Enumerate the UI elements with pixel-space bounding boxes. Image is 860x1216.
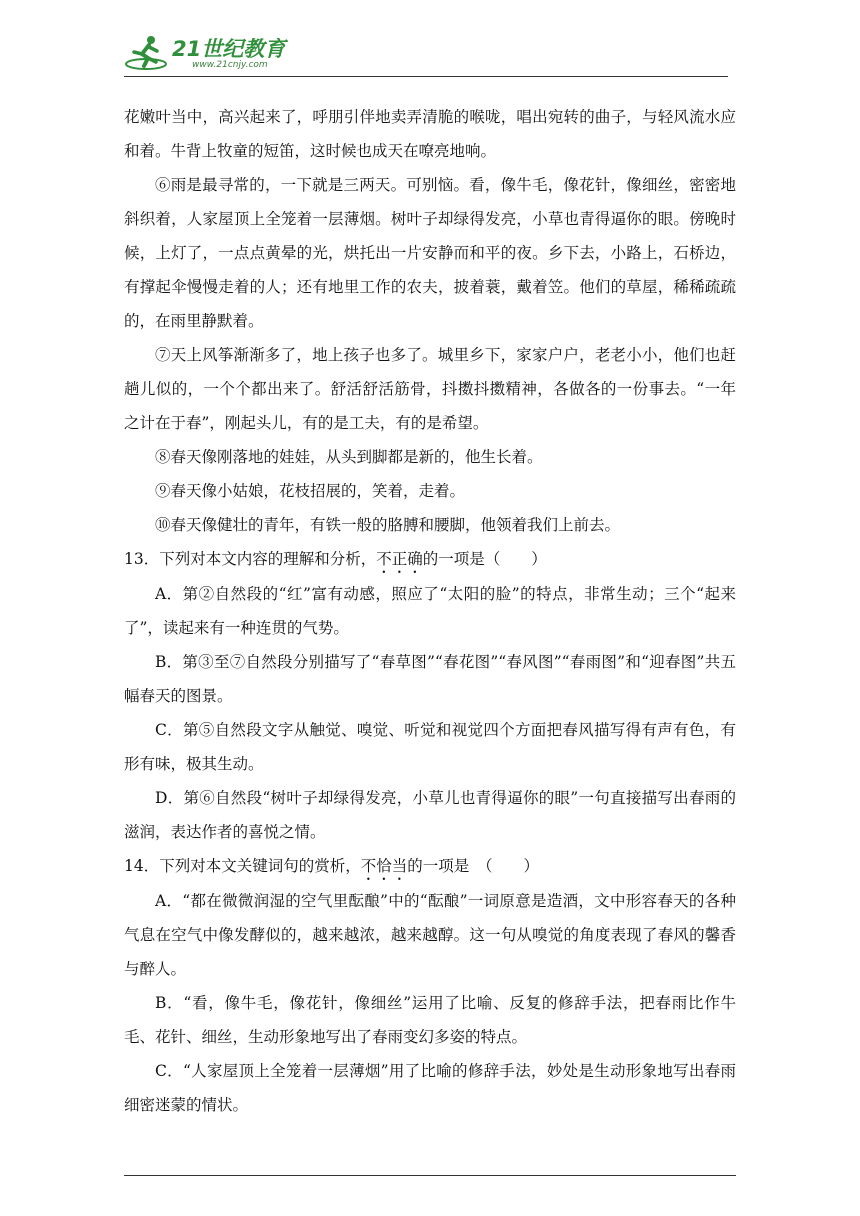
paragraph: ⑧春天像刚落地的娃娃，从头到脚都是新的，他生长着。: [155, 448, 543, 466]
logo-text: 21世纪教育: [172, 37, 286, 61]
logo-url: www.21cnjy.com: [192, 60, 268, 70]
question-stem-tail: 的一项是（ ）: [422, 550, 547, 568]
page-header: [124, 34, 728, 78]
footer-divider: [124, 1175, 736, 1176]
paragraph: ⑦天上风筝渐渐多了，地上孩子也多了。城里乡下，家家户户，老老小小，他们也赶趟儿似的，一个个都出来了。舒活舒活筋骨，抖擞抖擞精神，各做各的一份事去。“一年之计在于春”，刚起头儿，有的是工夫，有的是希望。: [124, 346, 736, 432]
header-divider: [124, 76, 728, 77]
question-stem-text: 14．下列对本文关键词句的赏析，: [124, 857, 361, 875]
question-emphasis: 不恰当: [360, 857, 408, 875]
question-stem: [124, 542, 736, 577]
paragraph: ⑩春天像健壮的青年，有铁一般的胳膊和腰脚，他领着我们上前去。: [155, 516, 621, 534]
runner-logo-icon: [124, 34, 168, 74]
answer-option: B．“看，像牛毛，像花针，像细丝”运用了比喻、反复的修辞手法，把春雨比作牛毛、花针、细丝，生动形象地写出了春雨变幻多姿的特点。: [124, 994, 736, 1046]
logo: [124, 34, 285, 74]
question-emphasis: 不正确: [376, 550, 423, 568]
question-stem-tail: 的一项是 （ ）: [407, 857, 540, 875]
paragraph: ⑨春天像小姑娘，花枝招展的，笑着，走着。: [155, 482, 466, 500]
answer-option: D．第⑥自然段“树叶子却绿得发亮，小草儿也青得逼你的眼”一句直接描写出春雨的滋润，表达作者的喜悦之情。: [124, 789, 736, 841]
question-stem: [124, 849, 736, 884]
document-body: [124, 100, 736, 1122]
answer-option: C．第⑤自然段文字从触觉、嗅觉、听觉和视觉四个方面把春风描写得有声有色，有形有味，极其生动。: [124, 721, 736, 773]
answer-option: C．“人家屋顶上全笼着一层薄烟”用了比喻的修辞手法，妙处是生动形象地写出春雨细密迷蒙的情状。: [124, 1062, 736, 1114]
question-stem-text: 13．下列对本文内容的理解和分析，: [124, 550, 377, 568]
paragraph: ⑥雨是最寻常的，一下就是三两天。可别恼。看，像牛毛，像花针，像细丝，密密地斜织着，人家屋顶上全笼着一层薄烟。树叶子却绿得发亮，小草也青得逼你的眼。傍晚时候，上灯了，一点点黄晕的光，烘托出一片安静而和平的夜。乡下去，小路上，石桥边，有撑起伞慢慢走着的人；还有地里工作的农夫，披着蓑，戴着笠。他们的草屋，稀稀疏疏的，在雨里静默着。: [124, 176, 736, 330]
answer-option: B．第③至⑦自然段分别描写了“春草图”“春花图”“春风图”“春雨图”和“迎春图”共五幅春天的图景。: [124, 653, 736, 705]
answer-option: A．第②自然段的“红”富有动感，照应了“太阳的脸”的特点，非常生动；三个“起来了”，读起来有一种连贯的气势。: [124, 585, 736, 637]
answer-option: A．“都在微微润湿的空气里酝酿”中的“酝酿”一词原意是造酒，文中形容春天的各种气息在空气中像发酵似的，越来越浓，越来越醇。这一句从嗅觉的角度表现了春风的馨香与醉人。: [124, 892, 736, 978]
paragraph: 花嫩叶当中，高兴起来了，呼朋引伴地卖弄清脆的喉咙，唱出宛转的曲子，与轻风流水应和着。牛背上牧童的短笛，这时候也成天在嘹亮地响。: [124, 108, 736, 160]
